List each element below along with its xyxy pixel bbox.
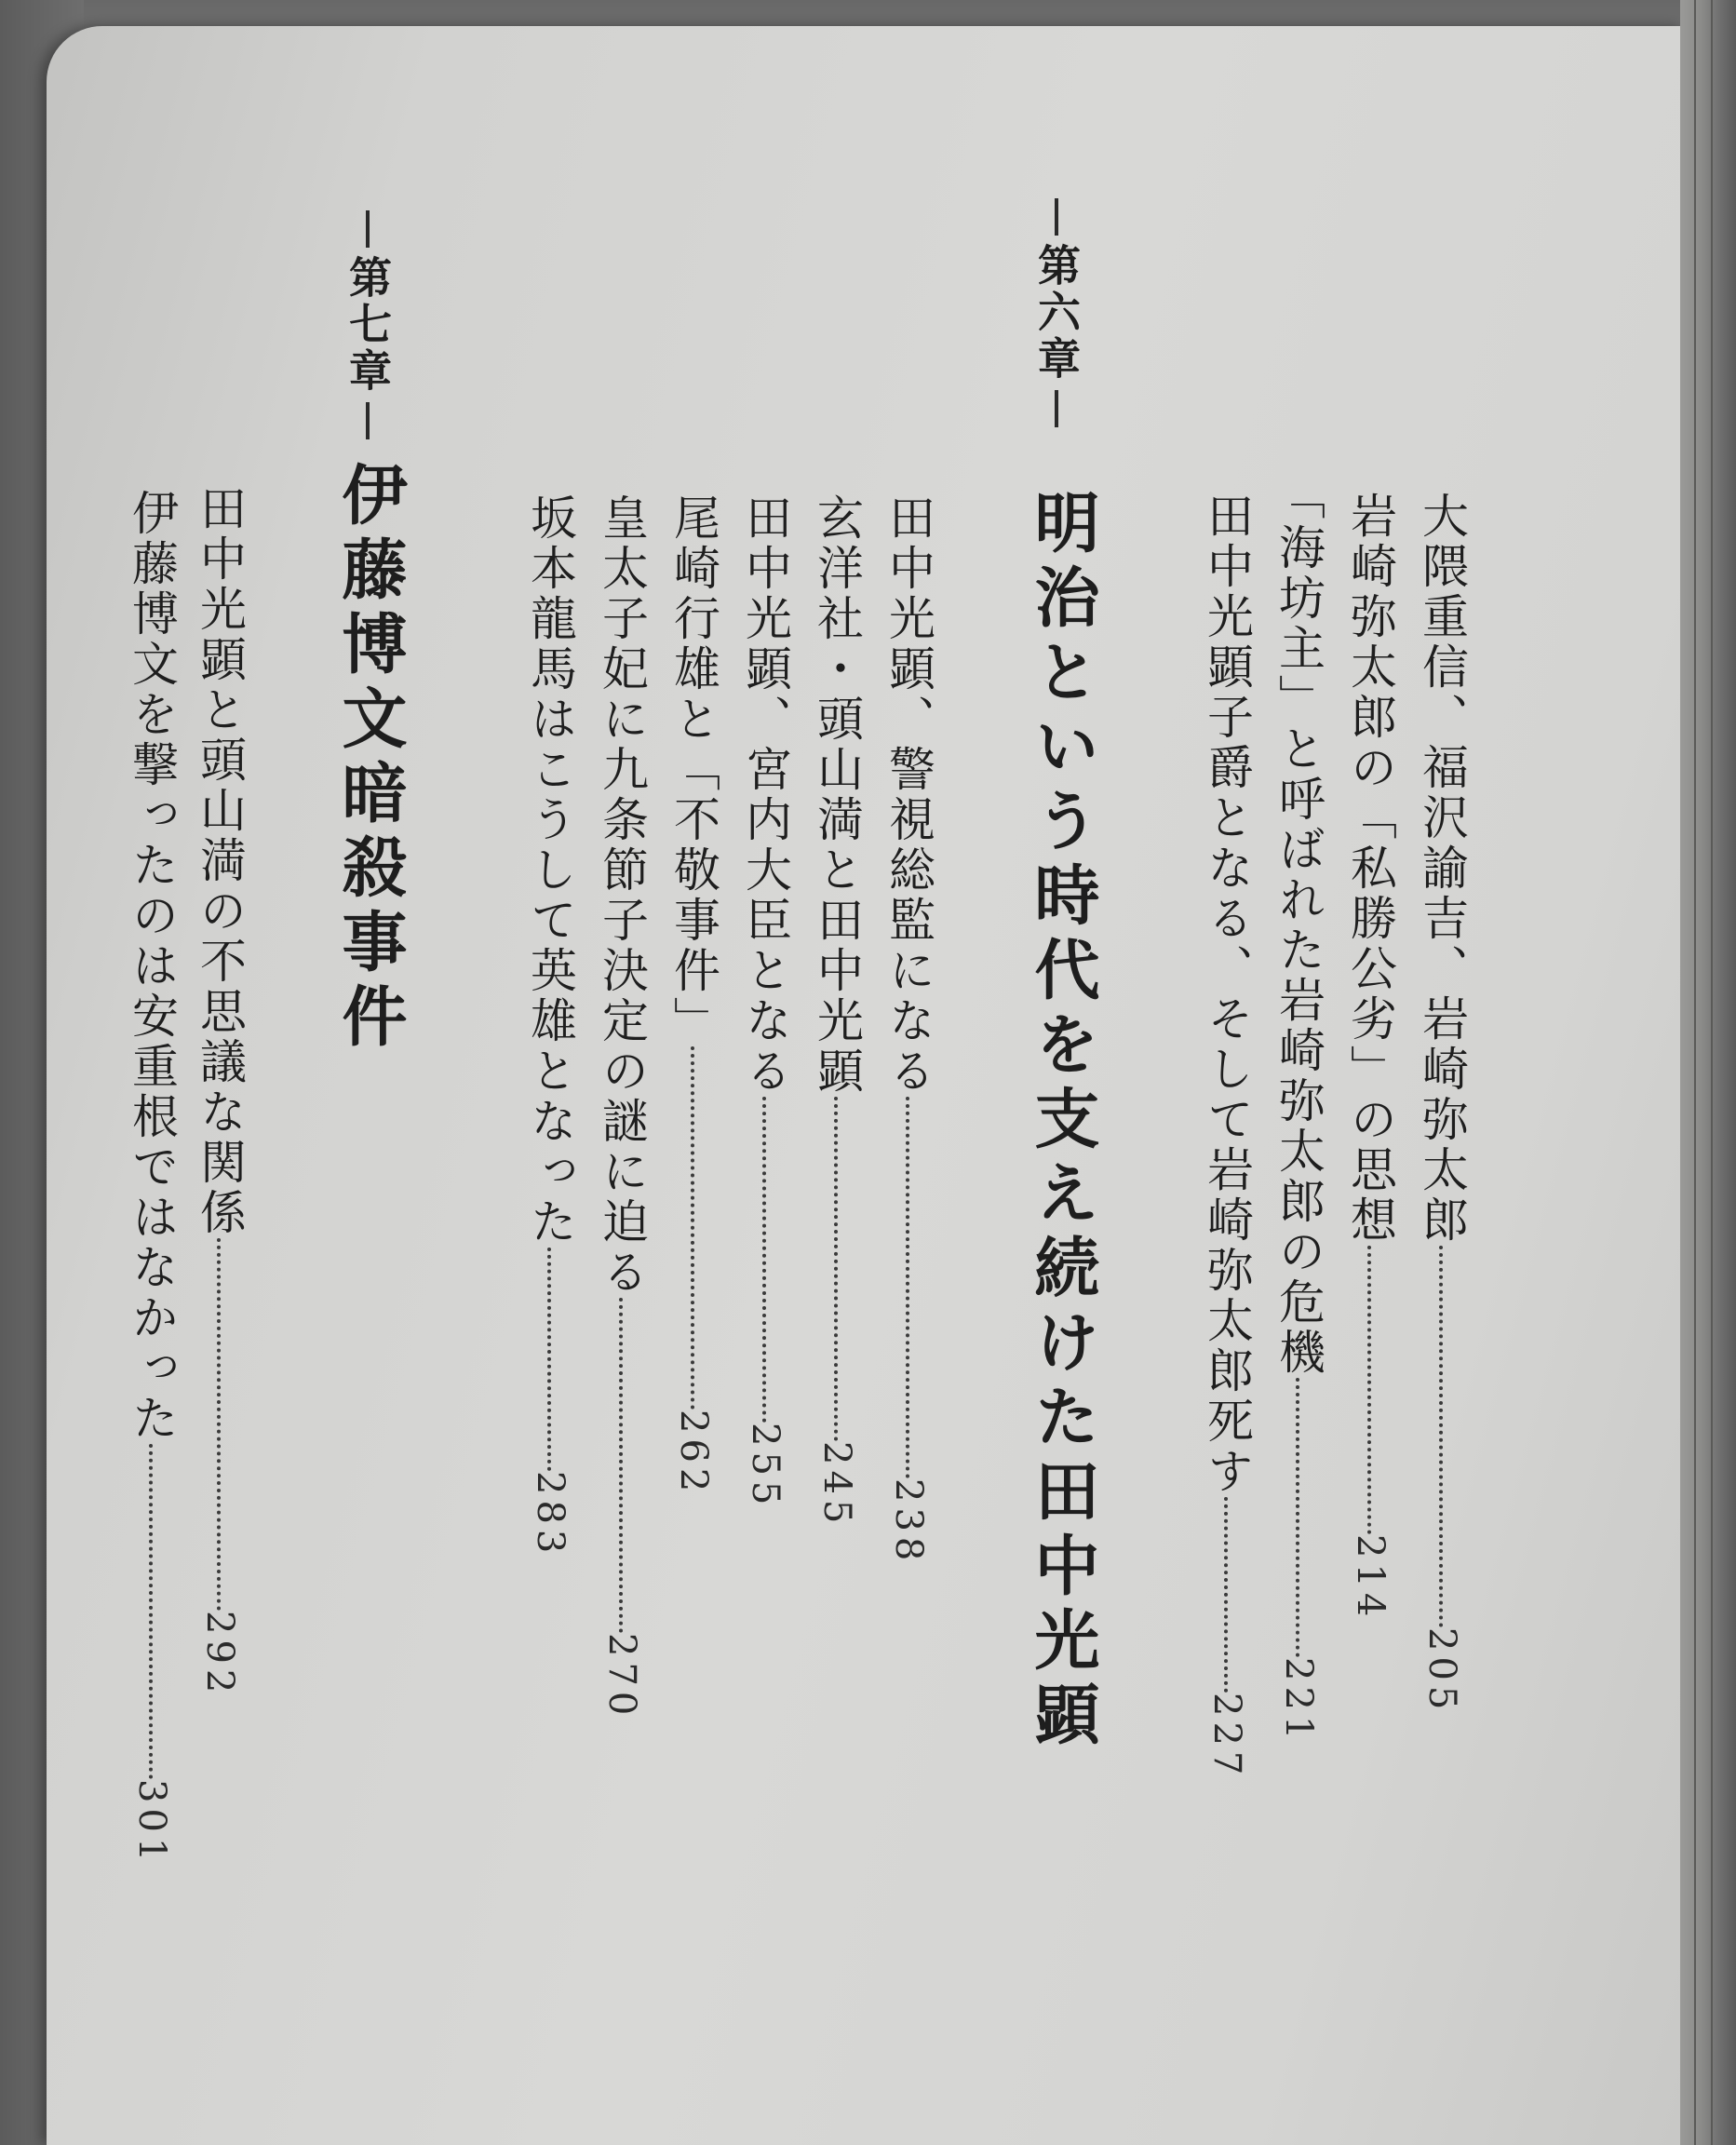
page-edge-line <box>1711 0 1713 2145</box>
toc-entry[interactable] <box>881 493 935 1567</box>
toc-entry-page: 238 <box>887 1478 930 1567</box>
dash-ornament <box>1055 390 1058 427</box>
toc-entry-title: 尾崎行雄と「不敬事件」 <box>666 493 720 1046</box>
chapter-title: 伊藤博文暗殺事件 <box>331 461 409 1057</box>
leader-dots <box>1439 1246 1445 1627</box>
toc-entry-title: 田中光顕と頭山満の不思議な関係 <box>193 484 247 1238</box>
toc-entry[interactable] <box>523 493 577 1559</box>
leader-dots <box>691 1046 696 1410</box>
toc-entry[interactable] <box>738 493 792 1511</box>
chapter-label: 第六章 <box>1031 243 1082 383</box>
toc-entry[interactable] <box>1272 473 1326 1746</box>
chapter-label: 第七章 <box>343 255 393 395</box>
toc-entry[interactable] <box>666 493 720 1498</box>
toc-entry-page: 245 <box>815 1441 858 1530</box>
toc-entry-page: 301 <box>130 1779 173 1868</box>
toc-entry-title: 大隈重信、福沢諭吉、岩崎弥太郎 <box>1415 492 1469 1246</box>
toc-entry-title: 皇太子妃に九条節子決定の謎に迫る <box>595 493 649 1298</box>
toc-entry-title: 「海坊主」と呼ばれた岩崎弥太郎の危機 <box>1272 473 1326 1378</box>
toc-entry-title: 岩崎弥太郎の「私勝公劣」の思想 <box>1343 492 1397 1246</box>
toc-entry-title: 田中光顕、警視総監になる <box>881 493 935 1097</box>
leader-dots <box>1367 1246 1373 1534</box>
leader-dots <box>1224 1497 1230 1693</box>
toc-entry[interactable] <box>193 484 247 1699</box>
dash-ornament <box>366 402 370 439</box>
leader-dots <box>149 1444 155 1779</box>
toc-entry-page: 270 <box>600 1633 643 1721</box>
leader-dots <box>834 1097 840 1441</box>
page-stack-edge <box>1680 0 1736 2145</box>
toc-entry-title: 田中光顕子爵となる、そして岩崎弥太郎死す <box>1200 492 1254 1497</box>
toc-entry-page: 292 <box>198 1611 241 1699</box>
toc-entry[interactable] <box>1415 492 1469 1716</box>
toc-entry-page: 214 <box>1349 1534 1392 1623</box>
toc-entry[interactable] <box>595 493 649 1721</box>
toc-entry-page: 262 <box>672 1410 715 1498</box>
toc-entry[interactable] <box>1200 492 1254 1781</box>
chapter-heading[interactable] <box>1031 191 1082 435</box>
toc-entry-title: 田中光顕、宮内大臣となる <box>738 493 792 1097</box>
leader-dots <box>619 1298 625 1633</box>
toc-entry-title: 玄洋社・頭山満と田中光顕 <box>810 493 864 1097</box>
toc-entry-page: 221 <box>1277 1657 1320 1746</box>
toc-entry-page: 255 <box>744 1423 787 1511</box>
dash-ornament <box>366 210 370 248</box>
leader-dots <box>762 1097 768 1423</box>
toc-entry[interactable] <box>810 493 864 1530</box>
toc-entry[interactable] <box>1343 492 1397 1623</box>
toc-entry-title: 坂本龍馬はこうして英雄となった <box>523 493 577 1248</box>
leader-dots <box>906 1097 911 1478</box>
dash-ornament <box>1055 198 1058 236</box>
leader-dots <box>547 1248 553 1471</box>
leader-dots <box>1296 1378 1301 1657</box>
toc-entry[interactable] <box>125 489 179 1868</box>
toc-entry-page: 205 <box>1420 1627 1463 1716</box>
toc-entry-title: 伊藤博文を撃ったのは安重根ではなかった <box>125 489 179 1444</box>
chapter-heading[interactable] <box>343 203 393 447</box>
leader-dots <box>217 1238 222 1611</box>
page-edge-line <box>1694 0 1696 2145</box>
toc-entry-page: 227 <box>1205 1693 1248 1781</box>
toc-entry-page: 283 <box>529 1471 572 1559</box>
chapter-title: 明治という時代を支え続けた田中光顕 <box>1024 489 1101 1755</box>
